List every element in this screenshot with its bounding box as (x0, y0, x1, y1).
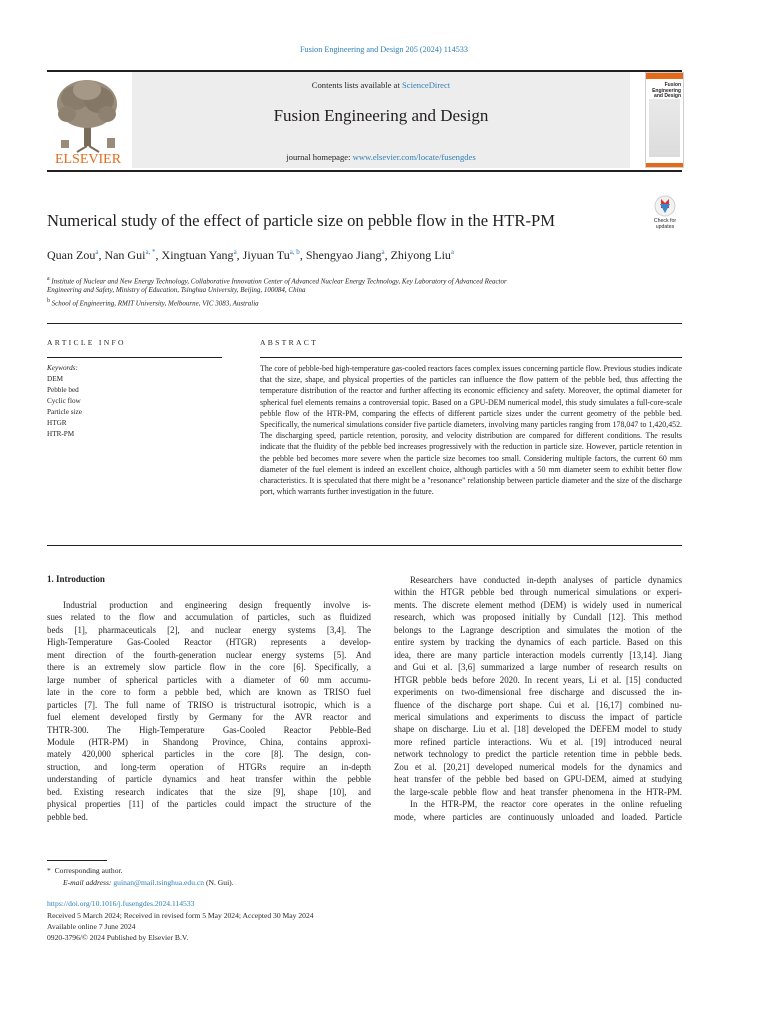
author-list: Quan Zou$^a$, Nan Gui$^{a, *}$, Xingtuan Yang$^a$, Jiyuan Tu$^{a, b}$, Shengyao Jiang$^a$, Zhiyong Liu$^a$ (47, 248, 455, 262)
keywords-label: Keywords: (47, 364, 78, 372)
corresponding-author-note (47, 866, 123, 876)
text-line: Industrial production and engineering design frequently involve is- (63, 600, 371, 610)
text-line: Zou et al. [20,21] developed numerical models for the dynamics and (394, 761, 682, 772)
cover-image (649, 99, 680, 157)
author-name[interactable]: Zhiyong Liu (390, 248, 451, 262)
text-line: mately 420,000 spherical particles in the core [8]. The design, con- (47, 749, 371, 760)
affiliation-text: Institute of Nuclear and New Energy Technology, Collaborative Innovation Center of Advanced Nuclear Energy Technology, Key Laboratory of Advanced Reactor (51, 277, 507, 286)
text-line: High-Temperature Gas-Cooled Reactor (HTGR) represents a develop- (47, 637, 371, 648)
text-line: mode, where particles are continuously unloaded and loaded. Particle (394, 811, 682, 822)
affiliation-text: School of Engineering, RMIT University, Melbourne, VIC 3083, Australia (51, 299, 259, 308)
elsevier-tree-icon (47, 74, 129, 166)
author-affil-mark[interactable]: a (381, 248, 385, 256)
cover-top-bar (646, 73, 683, 79)
author-name[interactable]: Shengyao Jiang (305, 248, 382, 262)
crossmark-icon (648, 194, 682, 230)
author-name[interactable]: Xingtuan Yang (161, 248, 234, 262)
text-line: and Gui et al. [3,6] summarized a large number of research results on (394, 662, 682, 673)
text-line: merical simulations and experiments to discuss the impact of particle (394, 711, 682, 722)
corresponding-mark: * (47, 866, 51, 875)
corresponding-text: Corresponding author. (54, 866, 123, 875)
abstract-text: The core of pebble-bed high-temperature gas-cooled reactors faces complex issues concerning particle flow. Previous studies indicate that the size, shape, and physical properties of the particles can influence the flow pattern of the pebble bed, thus affecting the temperature distribution of the reactor and further affecting its economic efficiency and safety. Moreover, the optimal diameter for spherical fuel elements remains a controversial topic. Based on a GPU-DEM numerical model, this study simulates a full-core-scale pebble flow of the HTR-PM, comparing the effects of different particle sizes under the current geometry of the pebble bed. Specifically, the numerical simulations consider five particle diameters, involving many particles ranging from 178,047 to 1,420,452. The discharging speed, particle retention, porosity, and velocity distribution are compared for different conditions. The results indicate that the fluidity of the pebble bed increases progressively with the reduction in particle size. However, particle retention in the pebble bed becomes more severe when the particle size becomes too small. Considering multiple factors, the current 60 mm diameter of the fuel element is indeed an excellent choice, although particles with a 50 mm diameter seem to exhibit better flow characteristics. It is speculated that there might be a "resonance" relationship between particle diameter and the size of the discharge port, which warrants further investigation in the future. (260, 364, 682, 497)
text-line: more refined particle interactions. Wu et al. [19] introduced neural (394, 736, 682, 747)
author-name[interactable]: Jiyuan Tu (242, 248, 290, 262)
keyword-item: Pebble bed (47, 386, 79, 394)
text-line: fluence of the discharge port shape. Cui et al. [16,17] combined nu- (394, 699, 682, 710)
journal-citation[interactable]: Fusion Engineering and Design 205 (2024) 114533 (300, 45, 468, 54)
cover-bottom-bar (646, 163, 683, 167)
contents-line (132, 80, 630, 90)
author-name[interactable]: Nan Gui (104, 248, 146, 262)
intro-paragraph (394, 574, 682, 798)
doi-link[interactable]: https://doi.org/10.1016/j.fusengdes.2024.114533 (47, 899, 195, 908)
email-note (63, 878, 234, 888)
header-rule-bottom (47, 170, 682, 172)
journal-homepage (132, 152, 630, 162)
email-suffix: (N. Gui). (205, 878, 234, 887)
text-line: large number of spherical particles with a diameter of 60 mm accumu- (47, 674, 371, 685)
article-info-rule (47, 357, 222, 358)
text-line: network technology to predict the particle retention time in pebble beds. (394, 749, 682, 760)
affiliation-mark: a (47, 276, 50, 282)
svg-text:ELSEVIER: ELSEVIER (54, 152, 122, 166)
journal-cover[interactable] (645, 72, 684, 168)
affiliation-b (47, 296, 667, 309)
text-line: beds [1], pharmaceuticals [2], and nuclear energy systems [3,4]. The (47, 624, 371, 635)
copyright: 0920-3796/© 2024 Published by Elsevier B.V. (47, 933, 189, 942)
article-info-heading: ARTICLE INFO (47, 338, 126, 347)
check-for-updates-button[interactable] (648, 194, 682, 230)
received-dates: Received 5 March 2024; Received in revised form 5 May 2024; Accepted 30 May 2024 (47, 911, 314, 920)
keyword-item: HTR-PM (47, 430, 75, 438)
text-line: struction, and long-term operation of HTGRs require an in-depth (47, 761, 371, 772)
text-line: Researchers have conducted in-depth analyses of particle dynamics (410, 575, 682, 585)
text-line: physical properties [11] of the particles could impact the structure of the (47, 799, 371, 810)
author-name[interactable]: Quan Zou (47, 248, 96, 262)
keywords-list (47, 374, 82, 440)
text-line: belongs to the Lagrange description and simulates the motion of the (394, 624, 682, 635)
text-line: within the HTGR pebble bed through numerical simulations or experi- (394, 587, 682, 598)
keyword-item: DEM (47, 375, 63, 383)
available-online: Available online 7 June 2024 (47, 922, 136, 931)
text-line: THTR-300. The High-Temperature Gas-Cooled Reactor Pebble-Bed (47, 724, 371, 735)
affiliation-mark: b (47, 298, 50, 304)
elsevier-logo[interactable] (47, 74, 129, 166)
text-line: understanding of particle dynamics and heat transfer within the pebble (47, 774, 371, 785)
text-line: fuel element developed firstly by Germany for the AVR reactor and (47, 712, 371, 723)
keyword-item: Cyclic flow (47, 397, 81, 405)
author-affil-mark[interactable]: a, b (289, 248, 300, 256)
text-line: bed. Existing research indicates that the size [9], shape [10], and (47, 786, 371, 797)
section-divider (47, 323, 682, 324)
author-affil-mark[interactable]: a (450, 248, 455, 256)
homepage-link[interactable]: www.elsevier.com/locate/fusengdes (352, 152, 476, 162)
section-heading-introduction: 1. Introduction (47, 574, 105, 584)
text-line: experiments on two-dimensional free discharge and discussed the in- (394, 687, 682, 698)
text-line: heat transfer of the pebble bed based on GPU-DEM, aimed at studying (394, 774, 682, 785)
sciencedirect-link[interactable]: ScienceDirect (402, 80, 451, 90)
homepage-prefix: journal homepage: (286, 152, 353, 162)
svg-text:updates: updates (655, 224, 675, 230)
email-link[interactable]: guinan@mail.tsinghua.edu.cn (113, 878, 205, 887)
text-line: Module (HTR-PM) in Shandong Province, China, contains approxi- (47, 736, 371, 747)
footnote-rule (47, 860, 107, 861)
text-line: In the HTR-PM, the reactor core operates in the online refueling (410, 799, 682, 810)
keyword-item: HTGR (47, 419, 67, 427)
affiliation-text: Engineering and Safety, Ministry of Education, Tsinghua University, Beijing, 100084, China (47, 286, 306, 294)
cover-title: Fusion Engineering and Design (652, 82, 681, 99)
abstract-rule (260, 357, 682, 358)
text-line: the large-scale pebble flow and heat transfer phenomena in the HTR-PM. (394, 786, 682, 797)
text-line: pebble bed. (47, 811, 88, 822)
intro-left-column (47, 599, 371, 823)
author-affil-mark[interactable]: a (95, 248, 99, 256)
svg-text:Check for: Check for (653, 218, 677, 224)
keyword-item: Particle size (47, 408, 82, 416)
text-line: idea, there are many particle interaction models currently [13,14]. Jiang (394, 649, 682, 660)
text-line: ment direction of the fourth-generation nuclear energy systems [5]. And (47, 649, 371, 660)
intro-right-column (394, 574, 682, 823)
email-label: E-mail address: (63, 878, 112, 887)
text-line: entire system by tracking the dynamics of each particle. Based on this (394, 637, 682, 648)
intro-paragraph (394, 798, 682, 823)
text-line: research, which was proposed initially by Cundall [12]. This method (394, 612, 682, 623)
journal-name: Fusion Engineering and Design (273, 106, 489, 125)
text-line: ments. The discrete element method (DEM) is widely used in numerical (394, 599, 682, 610)
text-line: HTGR pebble beds before 2020. In recent years, Li et al. [15] conducted (394, 674, 682, 685)
contents-prefix: Contents lists available at (311, 80, 402, 90)
abstract-heading: ABSTRACT (260, 338, 319, 347)
author-affil-mark[interactable]: a, * (145, 248, 156, 256)
article-title: Numerical study of the effect of particle size on pebble flow in the HTR-PM (47, 211, 555, 230)
text-line: sues related to the flow and accumulation of particles, such as fluidized (47, 612, 371, 623)
intro-paragraph (47, 599, 371, 823)
text-line: there is an extremely slow particle flow in the core [6]. Specifically, a (47, 662, 371, 673)
affiliation-a-cont (47, 285, 667, 296)
text-line: late in the core to form a pebble bed, which are known as TRISO fuel (47, 687, 371, 698)
abstract-bottom-rule (47, 545, 682, 546)
author-affil-mark[interactable]: a (233, 248, 237, 256)
text-line: shape on discharge. Liu et al. [18] developed the DEFEM model to study (394, 724, 682, 735)
text-line: particles [7]. The full name of TRISO is tristructural isotropic, which is a (47, 699, 371, 710)
